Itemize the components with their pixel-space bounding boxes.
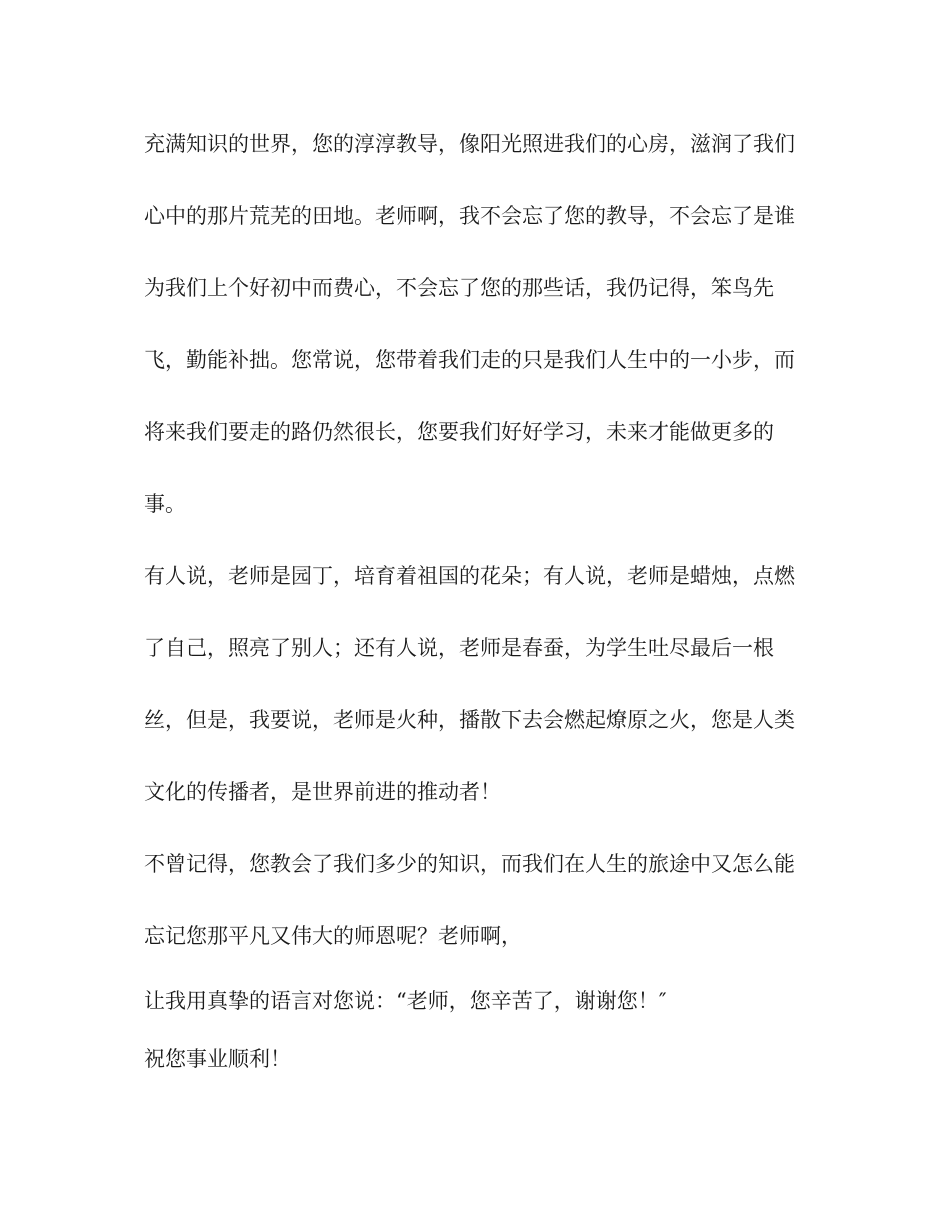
document-body	[144, 108, 806, 1088]
paragraph-5: 祝您事业顺利！	[144, 1047, 291, 1071]
paragraph-4: 让我用真挚的语言对您说：“老师，您辛苦了，谢谢您！″	[144, 989, 667, 1013]
paragraph-1: 充满知识的世界，您的淳淳教导，像阳光照进我们的心房，滋润了我们心中的那片荒芜的田地。老师啊，我不会忘了您的教导，不会忘了是谁为我们上个好初中而费心，不会忘了您的那些话，我仍记得，笨鸟先飞，勤能补拙。您常说，您带着我们走的只是我们人生中的一小步，而将来我们要走的路仍然很长，您要我们好好学习，未来才能做更多的事。	[144, 132, 795, 516]
paragraph-3: 不曾记得，您教会了我们多少的知识，而我们在人生的旅途中又怎么能忘记您那平凡又伟大的师恩呢？老师啊，	[144, 852, 795, 948]
paragraph-2: 有人说，老师是园丁，培育着祖国的花朵；有人说，老师是蜡烛，点燃了自己，照亮了别人；还有人说，老师是春蚕，为学生吐尽最后一根丝，但是，我要说，老师是火种，播散下去会燃起燎原之火，您是人类文化的传播者，是世界前进的推动者！	[144, 564, 795, 804]
